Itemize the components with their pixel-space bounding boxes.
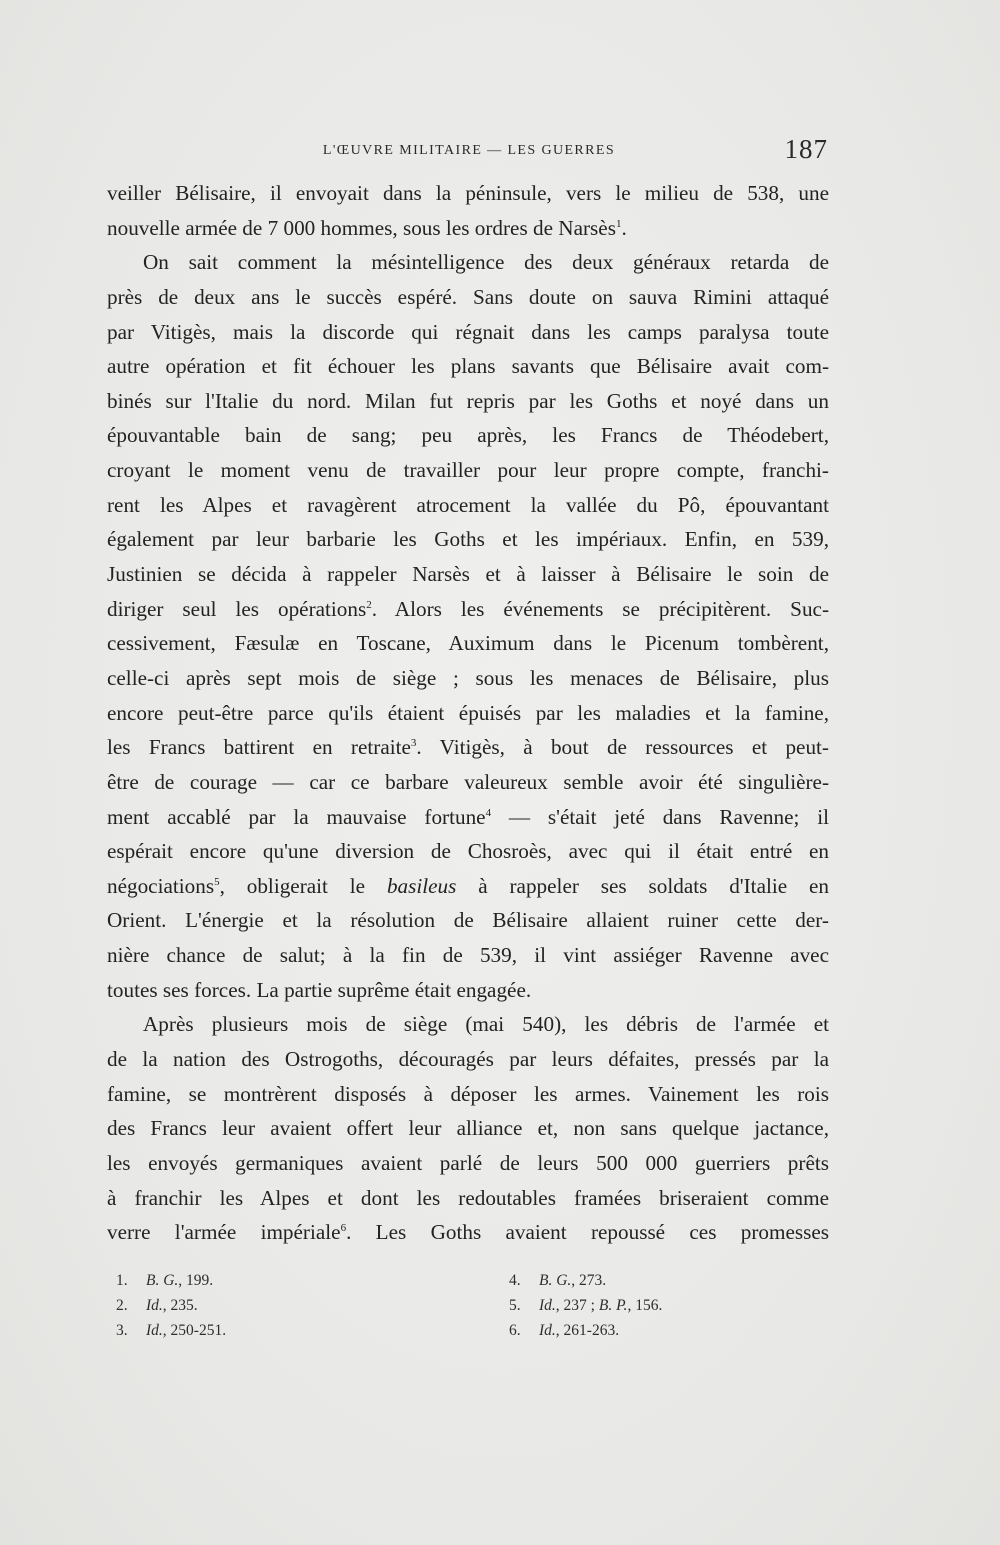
running-head [108,134,830,170]
footnote: 2. Id., 235. [116,1297,198,1314]
text-line: rent les Alpes et ravagèrent atrocement la vallée du Pô, épouvantant [107,492,829,517]
text-line: celle-ci après sept mois de siège ; sous les menaces de Bélisaire, plus [107,665,829,690]
footnote: 6. Id., 261-263. [509,1322,620,1339]
footnotes-right-column [509,1268,662,1343]
text-line: Justinien se décida à rappeler Narsès et à laisser à Bélisaire le soin de [107,562,829,587]
text-line: nouvelle armée de 7 000 hommes, sous les ordres de Narsès$^1$. [107,215,627,240]
text-line: également par leur barbarie les Goths et les impériaux. Enfin, en 539, [107,527,829,552]
text-line: binés sur l'Italie du nord. Milan fut repris par les Goths et noyé dans un [107,388,829,413]
footnote-ref: 6 [340,1222,347,1235]
footnotes-left-column [116,1268,226,1343]
body-text [107,176,829,1250]
italic-term: basileus [386,873,457,898]
text-line: de la nation des Ostrogoths, découragés par leurs défaites, pressés par la [107,1047,829,1072]
footnote: 4. B. G., 273. [509,1272,607,1289]
text-line: espérait encore qu'une diversion de Chosroès, avec qui il était entré en [107,839,829,864]
text-line: Orient. L'énergie et la résolution de Bélisaire allaient ruiner cette der- [107,908,829,933]
text-line: nière chance de salut; à la fin de 539, il vint assiéger Ravenne avec [107,943,829,968]
text-line: épouvantable bain de sang; peu après, les Francs de Théodebert, [107,423,829,448]
text-line: être de courage — car ce barbare valeureux semble avoir été singulière- [107,769,829,794]
footnote-ref: 1 [615,217,622,230]
running-title: L'ŒUVRE MILITAIRE — LES GUERRES [322,143,616,158]
text-line: les envoyés germaniques avaient parlé de leurs 500 000 guerriers prêts [107,1150,829,1175]
text-line: par Vitigès, mais la discorde qui régnait dans les camps paralysa toute [107,319,829,344]
text-line: Après plusieurs mois de siège (mai 540), les débris de l'armée et [143,1012,829,1037]
text-line: négociations$^5$, obligerait le basileus à rappeler ses soldats d'Italie en [107,873,829,898]
text-line: On sait comment la mésintelligence des deux généraux retarda de [143,250,829,275]
text-line: veiller Bélisaire, il envoyait dans la péninsule, vers le milieu de 538, une [107,181,829,205]
footnote: 1. B. G., 199. [116,1272,214,1289]
text-line: ment accablé par la mauvaise fortune$^4$ — s'était jeté dans Ravenne; il [107,804,830,829]
footnote-ref: 4 [485,806,492,819]
footnote-ref: 2 [366,598,372,611]
text-line: famine, se montrèrent disposés à déposer les armes. Vainement les rois [107,1081,829,1106]
footnote: 5. Id., 237 ; B. P., 156. [509,1297,663,1314]
text-line: toutes ses forces. La partie suprême était engagée. [107,977,532,1002]
text-line: verre l'armée impériale$^6$. Les Goths avaient repoussé ces promesses [107,1220,830,1245]
footnote-ref: 5 [214,875,220,888]
text-line: à franchir les Alpes et dont les redoutables framées briseraient comme [107,1185,829,1210]
footnote: 3. Id., 250-251. [116,1322,227,1339]
text-line: près de deux ans le succès espéré. Sans doute on sauva Rimini attaqué [107,284,829,309]
text-line: des Francs leur avaient offert leur alliance et, non sans quelque jactance, [107,1116,829,1141]
text-line: les Francs battirent en retraite$^3$. Vitigès, à bout de ressources et peut- [107,735,829,760]
text-line: cessivement, Fæsulæ en Toscane, Auximum dans le Picenum tombèrent, [107,631,829,656]
text-line: autre opération et fit échouer les plans savants que Bélisaire avait com- [107,354,829,379]
page-number: 187 [784,134,828,164]
text-line: encore peut-être parce qu'ils étaient épuisés par les maladies et la famine, [107,700,829,725]
text-line: diriger seul les opérations$^2$. Alors les événements se précipitèrent. Suc- [107,596,829,621]
text-line: croyant le moment venu de travailler pour leur propre compte, franchi- [107,458,829,483]
footnote-ref: 3 [410,737,417,750]
